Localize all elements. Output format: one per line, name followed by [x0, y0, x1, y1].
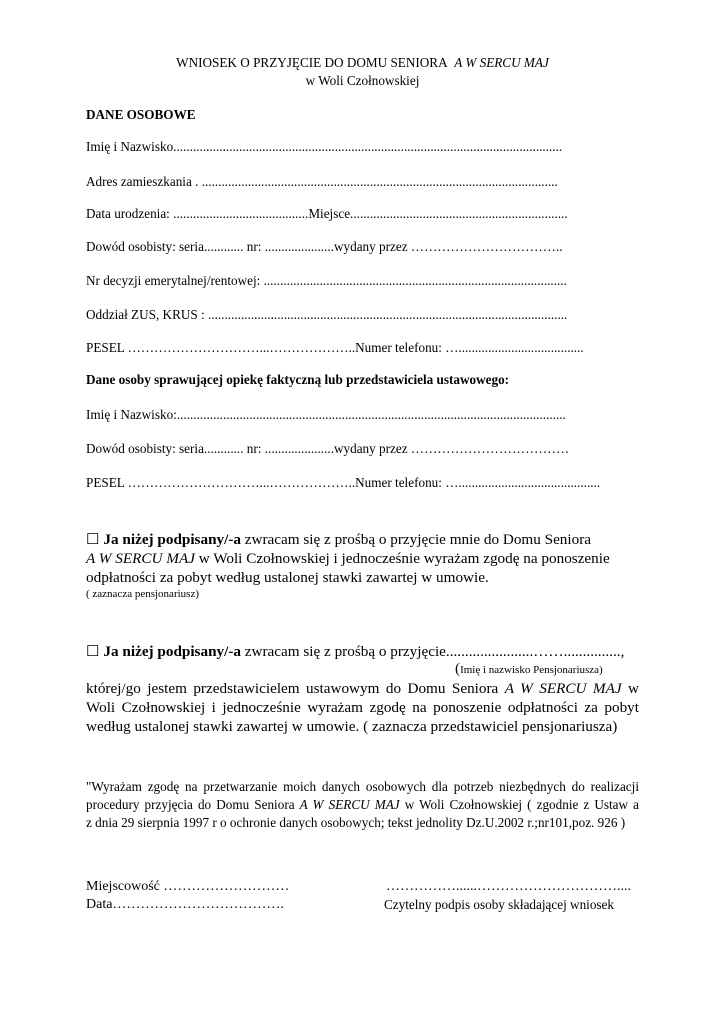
- signature-caption: Czytelny podpis osoby składającej wniosek: [384, 897, 615, 912]
- consent-line-3: z dnia 29 sierpnia 1997 r o ochronie danych osobowych; tekst jednolity Dz.U.2002 r.;nr101,poz. 926 ): [86, 815, 626, 830]
- declaration-1-checkbox[interactable]: ☐: [86, 531, 100, 548]
- date-field[interactable]: Data……………………………….: [86, 897, 284, 912]
- declaration-1-text: zwracam się z prośbą o przyjęcie mnie do Domu Seniora: [244, 531, 592, 548]
- declaration-1-line-2: [86, 550, 610, 568]
- declaration-1-note: ( zaznacza pensjonariusz): [86, 588, 199, 600]
- guardian-name-field[interactable]: Imię i Nazwisko:......................................................................................................................: [86, 407, 566, 422]
- declaration-2-line-4: według ustalonej stawki zawartej w umowie. ( zaznacza przedstawiciel pensjonariusza): [86, 718, 618, 735]
- title-prefix: WNIOSEK O PRZYJĘCIE DO DOMU SENIORA: [176, 55, 448, 70]
- declaration-1-line-2-text: w Woli Czołnowskiej i jednocześnie wyrażam zgodę na ponoszenie: [198, 550, 610, 567]
- personal-id-field[interactable]: Dowód osobisty: seria............ nr: .....................wydany przez ……………………………..: [86, 239, 563, 254]
- title-home-name: A W SERCU MAJ: [454, 55, 549, 70]
- declaration-2-caption-paren: (: [455, 660, 461, 677]
- page-subtitle: w Woli Czołnowskiej: [305, 73, 420, 88]
- declaration-2-line-2: [86, 680, 639, 698]
- guardian-id-field[interactable]: Dowód osobisty: seria............ nr: .....................wydany przez ………………………………: [86, 441, 570, 456]
- consent-home-name: A W SERCU MAJ: [299, 797, 400, 812]
- declaration-1-home-name: A W SERCU MAJ: [86, 550, 195, 567]
- personal-pension-field[interactable]: Nr decyzji emerytalnej/rentowej: ............................................................................................: [86, 273, 567, 288]
- personal-section-heading: DANE OSOBOWE: [86, 107, 196, 122]
- declaration-2-caption-text: Imię i nazwisko Pensjonariusza): [460, 664, 603, 676]
- personal-zus-field[interactable]: Oddział ZUS, KRUS : .............................................................................................................: [86, 307, 568, 322]
- guardian-section-heading: Dane osoby sprawującej opiekę faktyczną lub przedstawiciela ustawowego:: [86, 372, 510, 387]
- declaration-2-bold: Ja niżej podpisany/-a: [103, 643, 241, 660]
- personal-address-field[interactable]: Adres zamieszkania . ............................................................................................................: [86, 174, 558, 189]
- declaration-2-checkbox[interactable]: ☐: [86, 643, 100, 660]
- consent-line-2-end: w Woli Czołnowskiej ( zgodnie z Ustaw a: [404, 797, 639, 812]
- consent-line-2-start: procedury przyjęcia do Domu Seniora: [86, 797, 295, 812]
- declaration-1-bold: Ja niżej podpisany/-a: [103, 531, 241, 548]
- personal-pesel-field[interactable]: PESEL …………………………...………………..Numer telefonu: …......................................: [86, 340, 584, 355]
- consent-line-1: "Wyrażam zgodę na przetwarzanie moich danych osobowych dla potrzeb niezbędnych do realizacji: [86, 779, 639, 794]
- guardian-pesel-field[interactable]: PESEL …………………………...………………..Numer telefonu: …...........................................: [86, 475, 601, 490]
- declaration-1-line-1: [86, 530, 591, 549]
- declaration-2-line-2-end: w: [628, 680, 639, 697]
- declaration-2-line-2-start: której/go jestem przedstawicielem ustawowym do Domu Seniora: [86, 680, 499, 697]
- declaration-1-line-3: odpłatności za pobyt według ustalonej stawki zawartej w umowie.: [86, 569, 489, 586]
- personal-name-field[interactable]: Imię i Nazwisko......................................................................................................................: [86, 139, 563, 154]
- declaration-2-line-3: Woli Czołnowskiej i jednocześnie wyrażam zgodę na ponoszenie odpłatności za pobyt: [86, 699, 639, 716]
- declaration-2-home-name: A W SERCU MAJ: [504, 680, 622, 697]
- declaration-2-name-caption: [455, 660, 603, 678]
- personal-dob-field[interactable]: Data urodzenia: .........................................Miejsce..................................................................: [86, 206, 568, 221]
- consent-line-2: [86, 797, 639, 813]
- declaration-2-text[interactable]: zwracam się z prośbą o przyjęcie.......................……...............,: [244, 643, 625, 660]
- place-field[interactable]: Miejscowość ………………………: [86, 879, 290, 894]
- signature-field[interactable]: ……………......…………………………....: [386, 879, 631, 894]
- page-title: [0, 55, 725, 71]
- declaration-2-line-1: [86, 642, 624, 661]
